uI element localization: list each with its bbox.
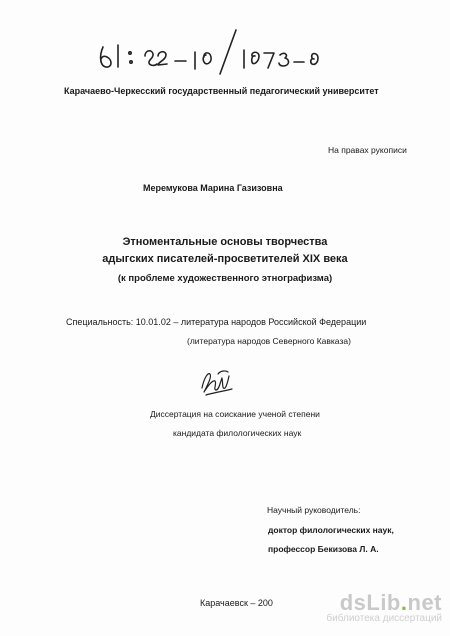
supervisor-degree: доктор филологических наук,	[268, 525, 394, 535]
author-name: Меремукова Марина Газизовна	[143, 183, 283, 193]
handwritten-signature	[198, 366, 238, 400]
watermark-logo-tld: net	[407, 590, 442, 615]
site-watermark	[326, 590, 442, 624]
watermark-subtitle: библиотека диссертаций	[326, 613, 442, 624]
specialty-line: Специальность: 10.01.02 – литература народов Российской Федерации	[66, 317, 367, 327]
dissertation-degree: кандидата филологических наук	[173, 428, 302, 438]
university-name: Карачаево-Черкесский государственный педагогический университет	[64, 86, 379, 96]
supervisor-label: Научный руководитель:	[267, 505, 361, 515]
watermark-logo-dot: .	[400, 590, 408, 615]
supervisor-name: профессор Бекизова Л. А.	[268, 544, 379, 554]
dissertation-purpose: Диссертация на соискание ученой степени	[150, 409, 320, 419]
handwritten-catalog-number	[0, 0, 450, 80]
title-subtitle: (к проблеме художественного этнографизма)	[117, 273, 333, 284]
specialty-subline: (литература народов Северного Кавказа)	[187, 336, 351, 346]
watermark-logo-main: dsLib	[339, 590, 401, 615]
title-line-2: адыгских писателей-просветителей XIX века	[102, 253, 348, 265]
city-year: Карачаевск – 200	[200, 598, 273, 608]
manuscript-rights-note: На правах рукописи	[328, 145, 407, 155]
title-line-1: Этноментальные основы творчества	[122, 236, 328, 248]
